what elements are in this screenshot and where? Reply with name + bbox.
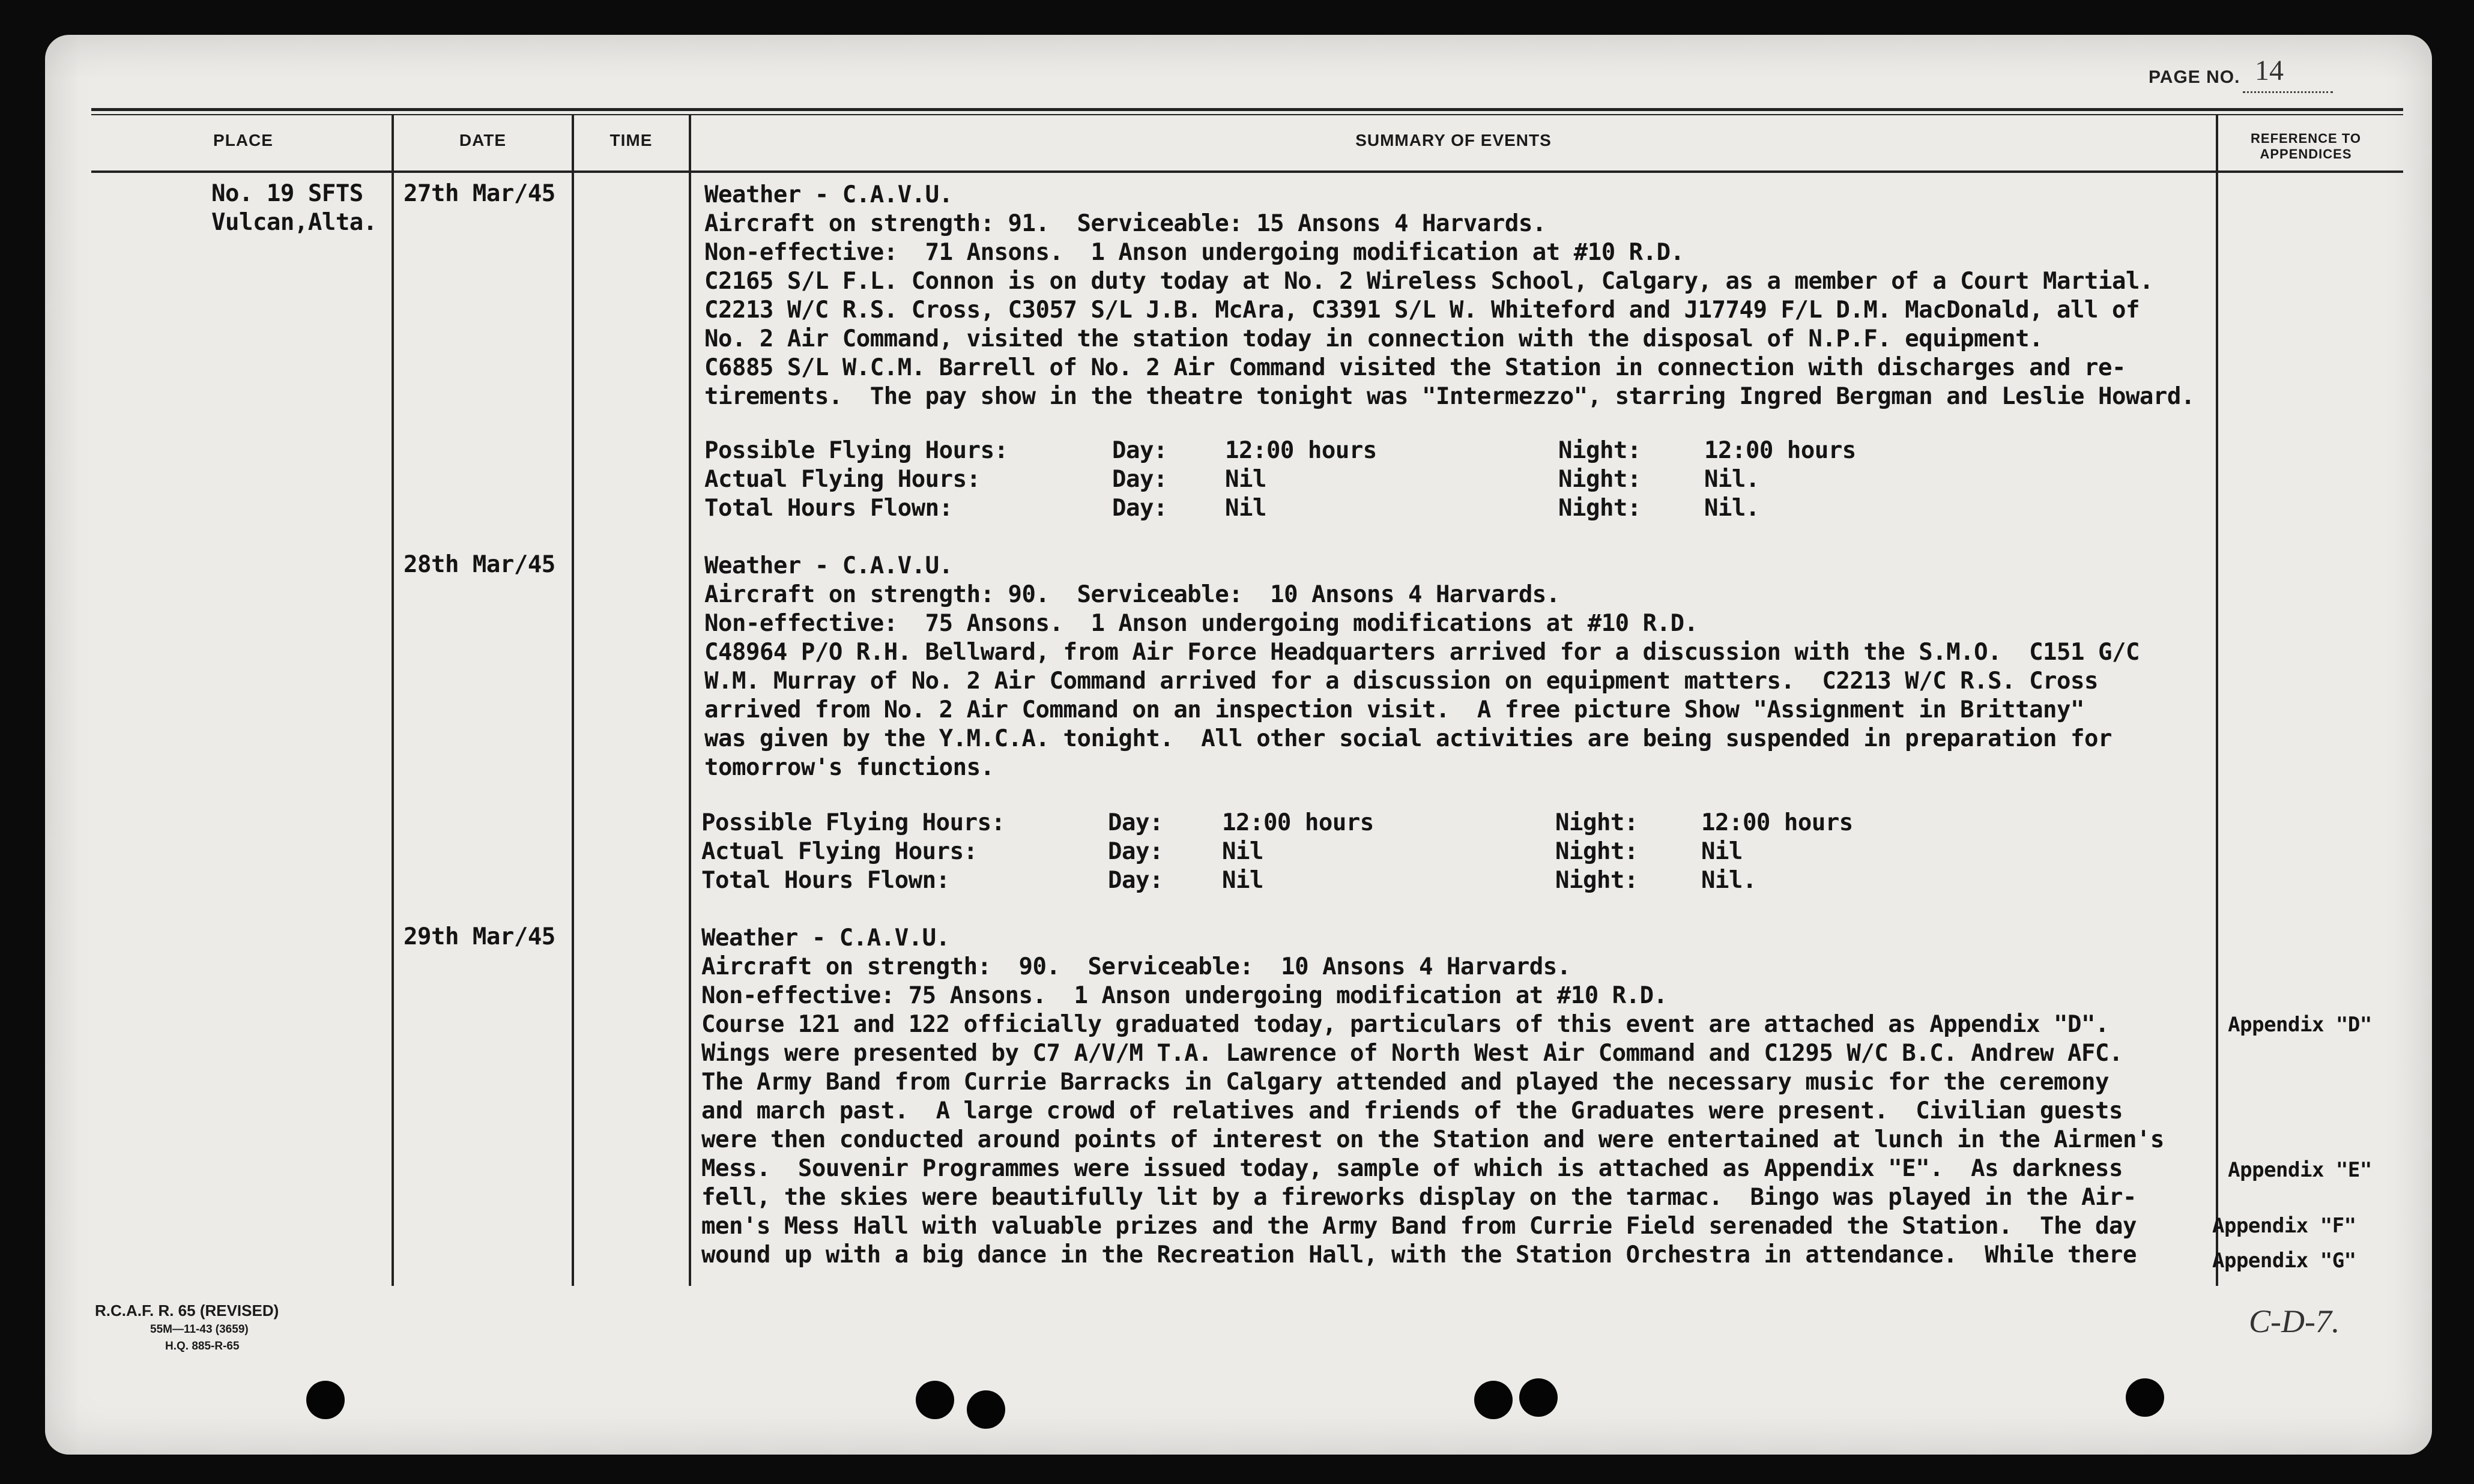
- column-divider-time: [689, 115, 691, 1286]
- column-divider-date: [572, 115, 574, 1286]
- summary-line: tomorrow's functions.: [704, 754, 994, 781]
- punch-hole: [967, 1390, 1005, 1429]
- hours-day-label: Day:: [1108, 809, 1163, 836]
- hours-night-value: Nil: [1701, 838, 1743, 865]
- column-divider-summary: [2216, 115, 2218, 1286]
- hours-night-label: Night:: [1555, 838, 1638, 865]
- header-top-rule-2: [91, 114, 2403, 115]
- hours-night-label: Night:: [1558, 437, 1641, 464]
- handwritten-annotation: C-D-7.: [2249, 1303, 2340, 1339]
- hours-day-label: Day:: [1108, 838, 1163, 865]
- page-number-value: 14: [2255, 55, 2284, 86]
- summary-line: men's Mess Hall with valuable prizes and the Army Band from Currie Field serenaded the Station. The day: [701, 1213, 2137, 1240]
- hours-night-value: 12:00 hours: [1701, 809, 1853, 836]
- hours-label: Total Hours Flown:: [701, 867, 950, 894]
- summary-line: C2213 W/C R.S. Cross, C3057 S/L J.B. McAra, C3391 S/L W. Whiteford and J17749 F/L D.M. MacDonald, all of: [704, 297, 2140, 324]
- page-number-underline: [2243, 91, 2333, 93]
- summary-line: Non-effective: 71 Ansons. 1 Anson undergoing modification at #10 R.D.: [704, 239, 1684, 266]
- summary-line: was given by the Y.M.C.A. tonight. All other social activities are being suspended in preparation for: [704, 725, 2112, 752]
- entry-date: 27th Mar/45: [404, 180, 555, 207]
- header-summary: SUMMARY OF EVENTS: [1355, 131, 1552, 149]
- header-top-rule: [91, 108, 2403, 111]
- summary-line: C6885 S/L W.C.M. Barrell of No. 2 Air Command visited the Station in connection with discharges and re-: [704, 354, 2126, 381]
- summary-line: Non-effective: 75 Ansons. 1 Anson undergoing modifications at #10 R.D.: [704, 610, 1698, 637]
- form-number: R.C.A.F. R. 65 (REVISED): [95, 1302, 279, 1320]
- hours-day-value: 12:00 hours: [1222, 809, 1374, 836]
- summary-line: wound up with a big dance in the Recreation Hall, with the Station Orchestra in attendance. While there: [701, 1241, 2137, 1268]
- hours-night-label: Night:: [1558, 466, 1641, 493]
- hours-day-value: 12:00 hours: [1225, 437, 1377, 464]
- summary-line: were then conducted around points of interest on the Station and were entertained at lunch in the Airmen's: [701, 1126, 2164, 1153]
- summary-line: C2165 S/L F.L. Connon is on duty today at No. 2 Wireless School, Calgary, as a member of a Court Martial.: [704, 268, 2153, 295]
- hours-day-label: Day:: [1112, 437, 1167, 464]
- summary-line: Weather - C.A.V.U.: [701, 924, 950, 952]
- appendix-ref: Appendix "G": [2212, 1249, 2356, 1273]
- punch-hole: [1474, 1381, 1513, 1419]
- header-reference: REFERENCE TO APPENDICES: [2251, 131, 2361, 161]
- hours-night-value: 12:00 hours: [1704, 437, 1856, 464]
- summary-line: Aircraft on strength: 90. Serviceable: 10 Ansons 4 Harvards.: [704, 581, 1560, 608]
- appendix-ref: Appendix "F": [2212, 1214, 2356, 1238]
- punch-hole: [2126, 1378, 2164, 1417]
- summary-line: Weather - C.A.V.U.: [704, 181, 953, 208]
- hours-night-value: Nil.: [1704, 495, 1759, 522]
- hours-label: Possible Flying Hours:: [704, 437, 1008, 464]
- summary-line: fell, the skies were beautifully lit by a fireworks display on the tarmac. Bingo was played in the Air-: [701, 1184, 2137, 1211]
- page-number-label: PAGE NO.: [2149, 67, 2240, 87]
- header-bottom-rule: [91, 170, 2403, 173]
- summary-line: C48964 P/O R.H. Bellward, from Air Force Headquarters arrived for a discussion with the S.M.O. C151 G/C: [704, 639, 2140, 666]
- hours-day-value: Nil: [1222, 867, 1263, 894]
- hours-night-value: Nil.: [1704, 466, 1759, 493]
- hours-label: Actual Flying Hours:: [704, 466, 981, 493]
- hours-night-label: Night:: [1555, 867, 1638, 894]
- header-place: PLACE: [213, 131, 273, 149]
- appendix-ref: Appendix "D": [2228, 1013, 2372, 1037]
- place-line-1: No. 19 SFTS: [211, 180, 363, 207]
- form-print-info: 55M—11-43 (3659): [150, 1323, 249, 1336]
- summary-line: Course 121 and 122 officially graduated today, particulars of this event are attached as Appendix "D".: [701, 1011, 2109, 1038]
- hours-day-label: Day:: [1112, 466, 1167, 493]
- hours-day-value: Nil: [1222, 838, 1263, 865]
- summary-line: The Army Band from Currie Barracks in Calgary attended and played the necessary music for the ceremony: [701, 1069, 2109, 1096]
- hours-day-label: Day:: [1108, 867, 1163, 894]
- hours-night-label: Night:: [1558, 495, 1641, 522]
- hours-label: Total Hours Flown:: [704, 495, 953, 522]
- summary-line: Aircraft on strength: 91. Serviceable: 15 Ansons 4 Harvards.: [704, 210, 1546, 237]
- hours-label: Actual Flying Hours:: [701, 838, 978, 865]
- punch-hole: [1519, 1378, 1558, 1417]
- form-hq-ref: H.Q. 885-R-65: [165, 1340, 240, 1353]
- place-line-2: Vulcan,Alta.: [211, 209, 377, 236]
- hours-day-value: Nil: [1225, 466, 1266, 493]
- punch-hole: [306, 1381, 345, 1419]
- summary-line: Aircraft on strength: 90. Serviceable: 10 Ansons 4 Harvards.: [701, 953, 1571, 980]
- summary-line: No. 2 Air Command, visited the station today in connection with the disposal of N.P.F. equipment.: [704, 325, 2043, 352]
- appendix-ref: Appendix "E": [2228, 1158, 2372, 1182]
- summary-line: tirements. The pay show in the theatre tonight was "Intermezzo", starring Ingred Bergman and Leslie Howard.: [704, 383, 2195, 410]
- entry-date: 28th Mar/45: [404, 551, 555, 578]
- summary-line: Weather - C.A.V.U.: [704, 552, 953, 579]
- hours-night-label: Night:: [1555, 809, 1638, 836]
- summary-line: and march past. A large crowd of relatives and friends of the Graduates were present. Civilian guests: [701, 1097, 2123, 1124]
- entry-date: 29th Mar/45: [404, 923, 555, 950]
- summary-line: W.M. Murray of No. 2 Air Command arrived for a discussion on equipment matters. C2213 W/C R.S. Cross: [704, 668, 2098, 695]
- hours-night-value: Nil.: [1701, 867, 1756, 894]
- punch-hole: [916, 1381, 954, 1419]
- hours-day-label: Day:: [1112, 495, 1167, 522]
- summary-line: Wings were presented by C7 A/V/M T.A. Lawrence of North West Air Command and C1295 W/C B.C. Andrew AFC.: [701, 1040, 2123, 1067]
- hours-label: Possible Flying Hours:: [701, 809, 1005, 836]
- column-divider-place: [392, 115, 394, 1286]
- header-time: TIME: [609, 131, 653, 149]
- header-date: DATE: [459, 131, 507, 149]
- summary-line: arrived from No. 2 Air Command on an inspection visit. A free picture Show "Assignment in Brittany": [704, 696, 2084, 723]
- summary-line: Non-effective: 75 Ansons. 1 Anson undergoing modification at #10 R.D.: [701, 982, 1668, 1009]
- hours-day-value: Nil: [1225, 495, 1266, 522]
- summary-line: Mess. Souvenir Programmes were issued today, sample of which is attached as Appendix "E". As darkness: [701, 1155, 2123, 1182]
